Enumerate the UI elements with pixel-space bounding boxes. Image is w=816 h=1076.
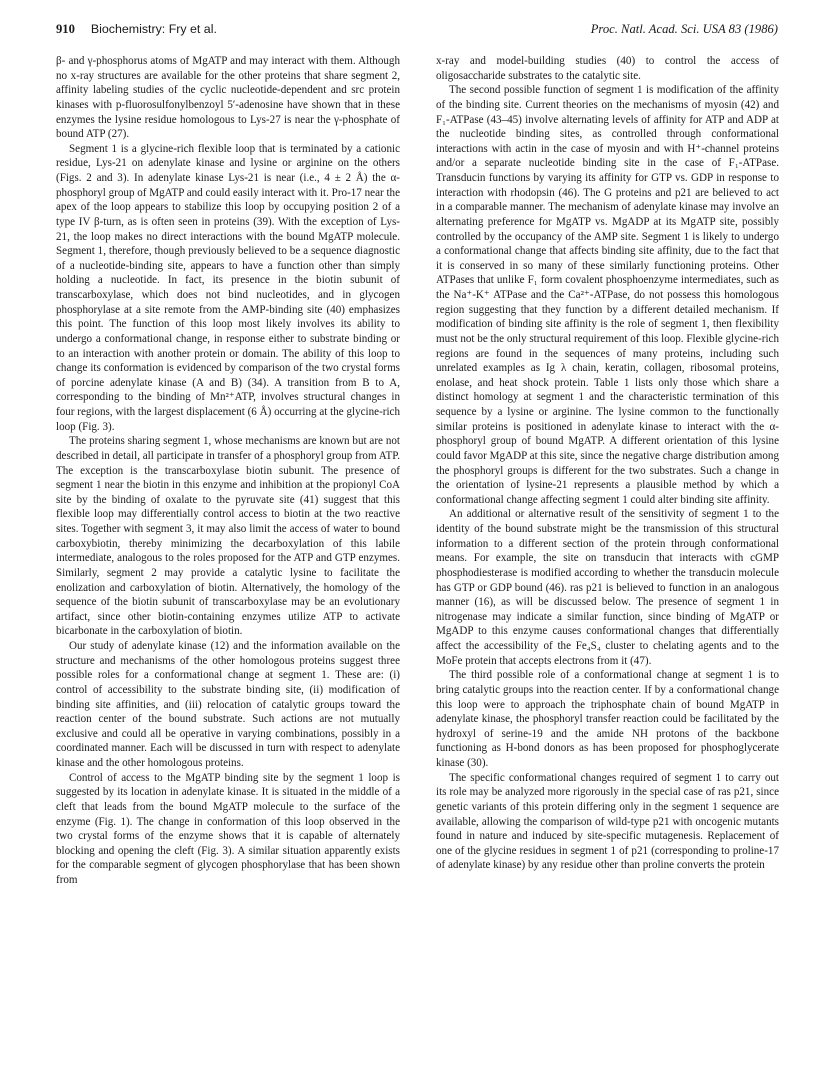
paragraph: The second possible function of segment 1 is modification of the affinity of the binding site. Current theories on the mechanisms of myosin (42) and F₁-ATPase (43–45) involve alternating levels of affinity for ATP and ADP at the nucleotide binding sites, as controlled through conformational interactions with actin in the case of myosin and with H⁺-channel proteins and/or a separate nucleotide binding site in the case of F₁-ATPase. Transducin functions by varying its affinity for GTP vs. GDP in response to interaction with rhodopsin (46). The G proteins and p21 are believed to act in a comparable manner. The mechanism of adenylate kinase may involve an alternating preference for MgATP vs. MgADP at its MgATP site, possibly controlled by the occupancy of the AMP site. Segment 1 is likely to undergo a conformational change that affects binding site affinity, due to the fact that it is conserved in so many of these similarly functioning proteins. Other ATPases that unlike F₁ form covalent phosphoenzyme intermediates, such as the Na⁺-K⁺ ATPase and the Ca²⁺-ATPase, do not possess this homologous region suggesting that they function by a different detailed mechanism. If modification of binding site affinity is the role of segment 1, then flexibility must not be the only structural requirement of this loop. Flexible glycine-rich regions are found in the sequences of many proteins, including such unrelated examples as Ig λ chain, keratin, collagen, ribosomal proteins, enolase, and heat shock protein. Table 1 lists only those which share a distinct homology at segment 1 and the characteristic termination of this sequence by a lysine or arginine. The lysine common to the functionally similar proteins is positioned in adenylate kinase to interact with the α-phosphoryl group of bound MgATP. A different orientation of this lysine could favor MgADP at this site, since the negative charge distribution among the phosphoryl groups is different for the two substrates. Such a change in the orientation of lysine-21 represents a plausible method by which a conformational change affecting segment 1 could alter binding site affinity. [436,84,779,506]
journal-citation: Proc. Natl. Acad. Sci. USA 83 (1986) [590,22,778,36]
paragraph: The proteins sharing segment 1, whose mechanisms are known but are not described in detail, all participate in transfer of a phosphoryl group from ATP. The exception is the transcarboxylase biotin subunit. The presence of segment 1 near the biotin in this enzyme and inhibition at the propionyl CoA site by the binding of oxalate to the pyruvate site (41) suggest that this flexible loop may differentially control access to biotin at the two reactive sites. Together with segment 3, it may also limit the access of water to bound carboxybiotin, thereby minimizing the decarboxylation of this labile intermediate, analogous to the roles proposed for the ATP and GTP enzymes. Similarly, segment 2 may provide a catalytic lysine to facilitate the enolization and carboxylation of biotin. Alternatively, the homology of the sequence of the biotin subunit of transcarboxylase may be an evolutionary artifact, since other biotin-containing enzymes utilize ATP to activate bicarbonate in the carboxylation of biotin. [56,435,400,638]
paragraph: Control of access to the MgATP binding site by the segment 1 loop is suggested by its location in adenylate kinase. It is situated in the middle of a cleft that leads from the bound MgATP molecule to the surface of the enzyme (Fig. 1). The change in conformation of this loop observed in the two crystal forms of the enzyme shows that it is capable of alternately blocking and opening the cleft (Fig. 3). A similar situation apparently exists for the comparable segment of glycogen phosphorylase that has been shown from [56,771,400,886]
paragraph: Segment 1 is a glycine-rich flexible loop that is terminated by a cationic residue, Lys-21 on adenylate kinase and lysine or arginine on the others (Figs. 2 and 3). In adenylate kinase Lys-21 is near (i.e., 4 ± 2 Å) the α-phosphoryl group of MgATP and could easily interact with it. Pro-17 near the apex of the loop appears to stabilize this loop by occupying position 2 of a type IV β-turn, as is often seen in proteins (39). With the exception of Lys-21, the loop makes no direct interactions with the bound MgATP molecule. Segment 1, therefore, though previously believed to be a sequence diagnostic of a nucleotide-binding site, appears to have a function other than simply holding a nucleotide. In fact, its presence in the biotin subunit of transcarboxylase, which does not bind nucleotides, and in glycogen phosphorylase at a site remote from the AMP-binding site (40) emphasizes this point. The function of this loop most likely involves its ability to undergo a conformational change, in response either to substrate binding or to an interaction with another protein or domain. The ability of this loop to change its conformation is evidenced by comparison of the two crystal forms of porcine adenylate kinase (A and B) (34). A transition from B to A, corresponding to the binding of Mn²⁺ATP, involves structural changes in four regions, with the largest displacement (6 Å) occurring at the glycine-rich loop (Fig. 3). [56,142,400,433]
paragraph: The specific conformational changes required of segment 1 to carry out its role may be analyzed more rigorously in the special case of ras p21, since genetic variants of this protein differing only in the segment 1 sequence are available, allowing the comparison of wild-type p21 with oncogenic mutants found in nature and induced by site-specific mutagenesis. Replacement of one of the glycine residues in segment 1 of p21 (corresponding to proline-17 of adenylate kinase) by any residue other than proline converts the protein [436,771,779,872]
page-number: 910 [56,22,75,36]
paragraph: β- and γ-phosphorus atoms of MgATP and may interact with them. Although no x-ray structures are available for the other proteins that share segment 2, affinity labeling studies of the cyclic nucleotide-dependent and src protein kinases with p-fluorosulfonylbenzoyl 5′-adenosine have shown that in these enzymes the lysine residue homologous to Lys-27 is near the γ-phosphate of bound ATP (27). [56,55,400,141]
paragraph: Our study of adenylate kinase (12) and the information available on the structure and mechanisms of the other homologous proteins suggest three possible roles for a conformational change at segment 1. These are: (i) control of accessibility to the substrate binding site, (ii) modification of binding site affinities, and (iii) relocation of catalytic groups toward the reaction center of the bound substrate. Such actions are not mutually exclusive and could all be operative in varying combinations, possibly in a coordinated manner. Each will be discussed in turn with respect to adenylate kinase and the other homologous proteins. [56,640,400,769]
paragraph: An additional or alternative result of the sensitivity of segment 1 to the identity of the bound substrate might be the transmission of this structural information to a different section of the protein through conformational means. For example, the site on transducin that interacts with cGMP phosphodiesterase is modified according to whether the transducin molecule has GTP or GDP bound (46). ras p21 is believed to function in an analogous manner (16), as will be discussed below. The presence of segment 1 in nitrogenase may indicate a similar function, since binding of MgATP or MgADP to this enzyme causes conformational changes that differentially affect the accessibility of the Fe₄S₄ cluster to chelating agents and to the MoFe protein that accepts electrons from it (47). [436,508,779,667]
right-column [436,54,779,873]
left-column [56,54,400,888]
page-header [56,22,778,44]
paragraph: The third possible role of a conformational change at segment 1 is to bring catalytic groups into the reaction center. If by a conformational change this loop were to approach the triphosphate chain of bound MgATP in adenylate kinase, the phosphoryl transfer reaction could be facilitated by the hydroxyl of serine-19 and the amide NH protons of the backbone functioning as H-bond donors as has been proposed for phosphoglycerate kinase (30). [436,669,779,769]
paragraph: x-ray and model-building studies (40) to control the access of oligosaccharide substrates to the catalytic site. [436,55,779,82]
running-title: Biochemistry: Fry et al. [90,22,217,36]
